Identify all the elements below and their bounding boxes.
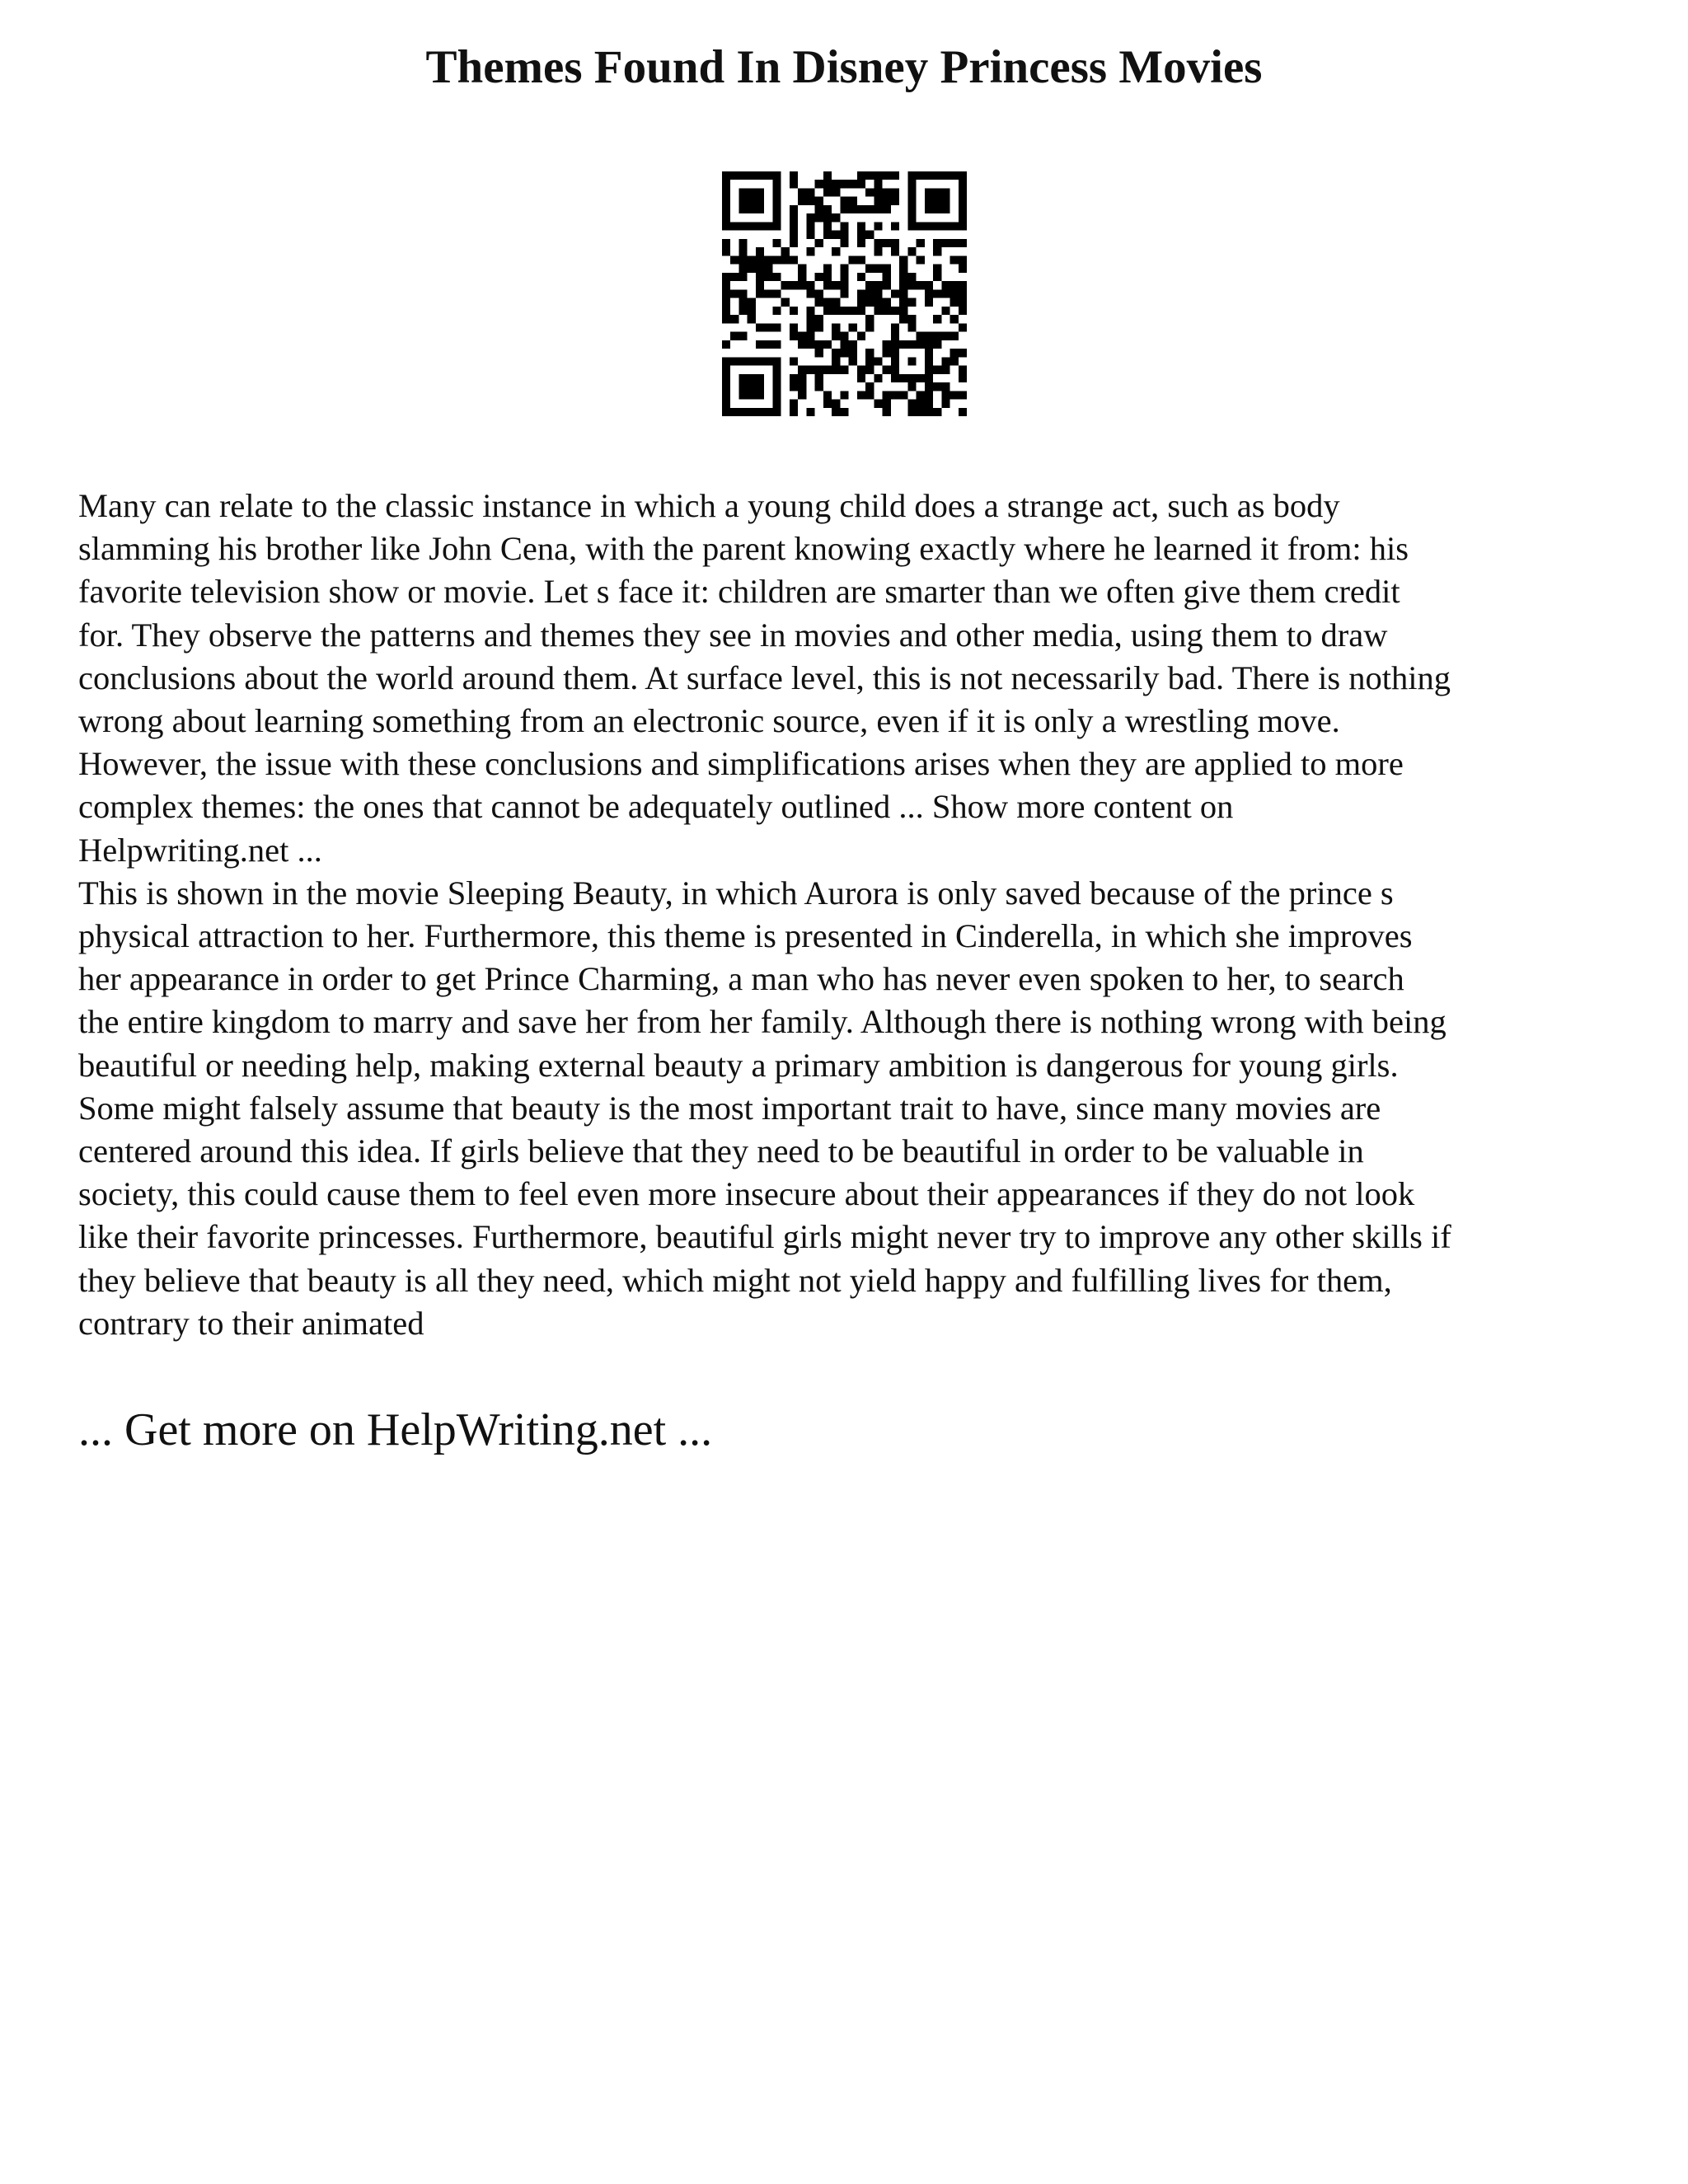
- text-line: wrong about learning something from an electronic source, even if it is only a wrestling move.: [78, 702, 1340, 740]
- text-line: Some might falsely assume that beauty is the most important trait to have, since many movies are: [78, 1089, 1381, 1127]
- paragraph-1: [78, 485, 1628, 872]
- text-line: contrary to their animated: [78, 1304, 424, 1342]
- text-line: This is shown in the movie Sleeping Beauty, in which Aurora is only saved because of the prince s: [78, 874, 1394, 912]
- text-line: slamming his brother like John Cena, with the parent knowing exactly where he learned it from: his: [78, 530, 1409, 568]
- text-line: beautiful or needing help, making external beauty a primary ambition is dangerous for young girls.: [78, 1046, 1399, 1084]
- text-line: However, the issue with these conclusions and simplifications arises when they are applied to more: [78, 745, 1404, 783]
- document-title: Themes Found In Disney Princess Movies: [425, 41, 1263, 93]
- text-line: they believe that beauty is all they need, which might not yield happy and fulfilling lives for them,: [78, 1261, 1392, 1299]
- text-line: conclusions about the world around them. At surface level, this is not necessarily bad. There is nothing: [78, 658, 1451, 696]
- document-body: [78, 485, 1628, 1345]
- text-line: physical attraction to her. Furthermore, this theme is presented in Cinderella, in which she improves: [78, 917, 1413, 955]
- text-line: the entire kingdom to marry and save her from her family. Although there is nothing wrong with being: [78, 1003, 1447, 1041]
- text-line: like their favorite princesses. Furthermore, beautiful girls might never try to improve any other skills if: [78, 1218, 1451, 1256]
- qr-code-icon: [722, 171, 967, 416]
- text-line: favorite television show or movie. Let s face it: children are smarter than we often give them credit: [78, 573, 1400, 611]
- text-line: Many can relate to the classic instance in which a young child does a strange act, such as body: [78, 487, 1340, 524]
- text-line: for. They observe the patterns and themes they see in movies and other media, using them to draw: [78, 616, 1388, 654]
- text-line: complex themes: the ones that cannot be adequately outlined ... Show more content on: [78, 788, 1234, 826]
- text-line: her appearance in order to get Prince Charming, a man who has never even spoken to her, to search: [78, 960, 1404, 998]
- text-line: society, this could cause them to feel even more insecure about their appearances if they do not look: [78, 1175, 1415, 1213]
- paragraph-2: [78, 872, 1628, 1345]
- get-more-link[interactable]: ... Get more on HelpWriting.net ...: [78, 1404, 713, 1455]
- text-line: centered around this idea. If girls believe that they need to be beautiful in order to be valuable in: [78, 1132, 1364, 1170]
- text-line: Helpwriting.net ...: [78, 831, 322, 869]
